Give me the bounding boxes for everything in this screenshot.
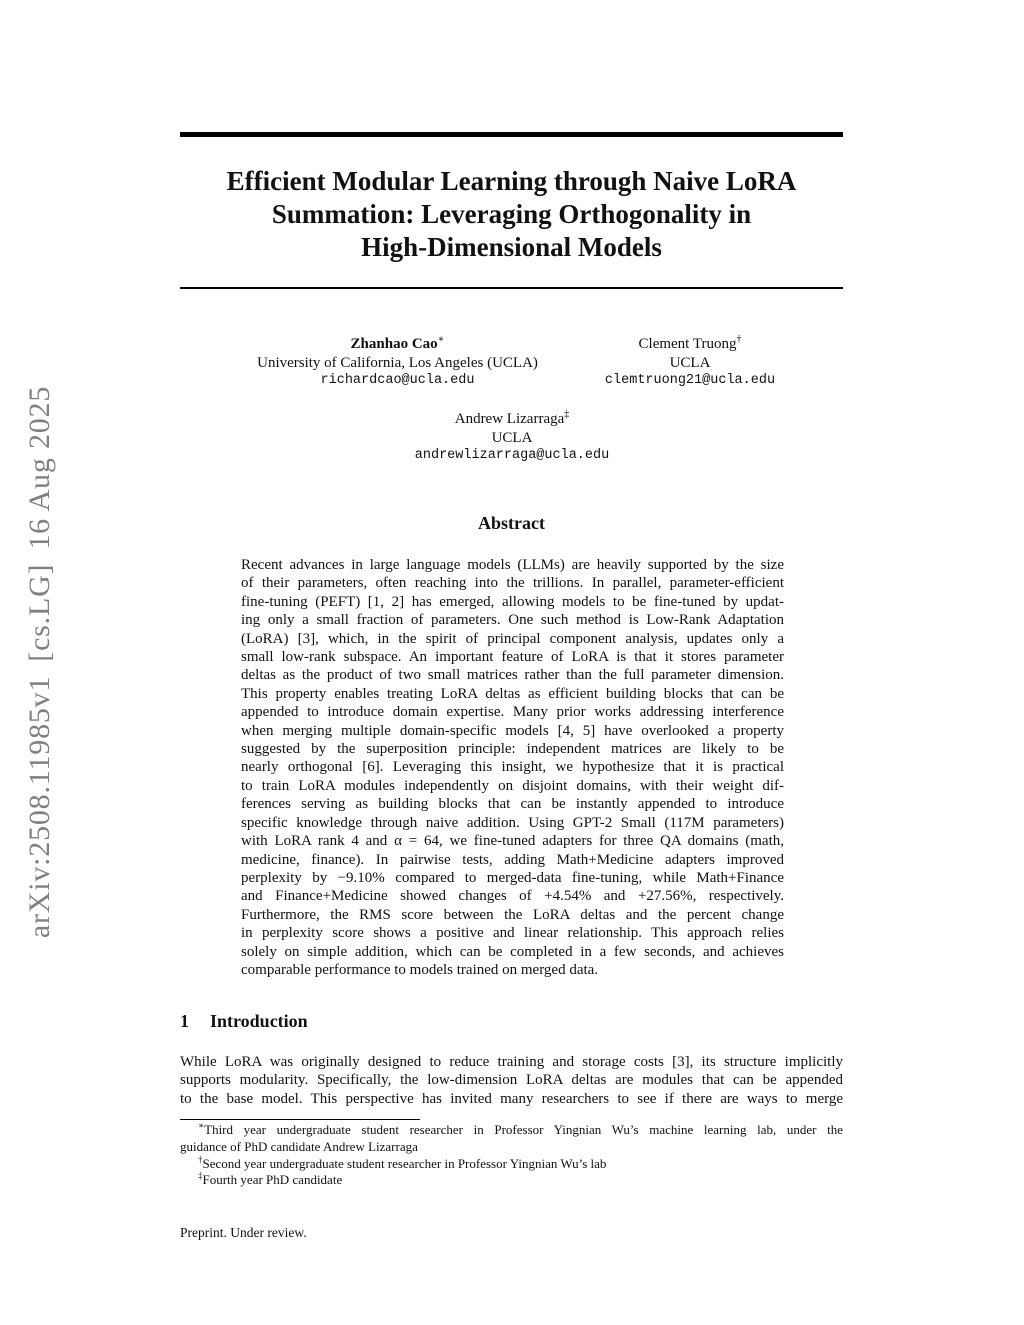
text-line: small low-rank subspace. An important feature of LoRA is that it stores parameter <box>241 649 784 666</box>
text-line: supports modularity. Specifically, the low-dimension LoRA deltas are modules that can be appended <box>180 1072 843 1089</box>
preprint-notice: Preprint. Under review. <box>180 1225 307 1240</box>
text-line: deltas as the product of two small matrices rather than the full parameter dimension. <box>241 667 784 684</box>
title-line: Summation: Leveraging Orthogonality in <box>271 199 752 229</box>
footnote-text: Third year undergraduate student researcher in Professor Yingnian Wu’s machine learning lab, under the <box>204 1122 843 1137</box>
footnote <box>180 1156 843 1173</box>
footnote-mark: † <box>198 1154 203 1165</box>
author-footnote-mark: ‡ <box>564 409 570 420</box>
arxiv-id: arXiv:2508.11985v1 <box>23 675 56 939</box>
footnote <box>180 1122 843 1139</box>
author-block-2 <box>590 335 790 391</box>
text-line: comparable performance to models trained on merged data. <box>241 961 599 978</box>
author-email: andrewlizarraga@ucla.edu <box>414 448 610 463</box>
text-line: solely on simple addition, which can be completed in a few seconds, and achieves <box>241 943 784 960</box>
author-footnote-mark: † <box>736 334 742 345</box>
footnote <box>180 1172 843 1189</box>
footnote-mark: ‡ <box>198 1171 203 1182</box>
section-heading <box>180 1011 308 1032</box>
text-line: Recent advances in large language models (LLMs) are heavily supported by the size <box>241 557 784 573</box>
text-line: of their parameters, often reaching into the trillions. In parallel, parameter-efficient <box>241 575 784 592</box>
text-line: appended to introduce domain expertise. Many prior works addressing interference <box>241 704 784 721</box>
footnote-continuation: guidance of PhD candidate Andrew Lizarraga <box>180 1138 418 1154</box>
author-block-3 <box>380 410 644 466</box>
author-affiliation: University of California, Los Angeles (UCLA) <box>257 354 538 371</box>
text-line: medicine, finance). In pairwise tests, adding Math+Medicine adapters improved <box>241 851 784 868</box>
introduction-body <box>180 1053 843 1108</box>
abstract-heading: Abstract <box>478 513 545 533</box>
footnote-text: Fourth year PhD candidate <box>202 1172 343 1188</box>
title-bottom-rule <box>180 287 843 289</box>
author-name: Clement Truong <box>638 336 737 352</box>
author-name: Zhanhao Cao <box>350 336 438 352</box>
text-line: Furthermore, the RMS score between the LoRA deltas and the percent change <box>241 906 784 923</box>
text-line: in perplexity score shows a positive and linear relationship. This approach relies <box>241 925 784 942</box>
title-line: Efficient Modular Learning through Naive LoRA <box>226 166 797 196</box>
arxiv-side-identifier <box>23 386 57 938</box>
footnote-mark: ∗ <box>198 1120 205 1131</box>
text-line: nearly orthogonal [6]. Leveraging this insight, we hypothesize that it is practical <box>241 759 784 776</box>
text-line: to train LoRA modules independently on disjoint domains, with their weight dif- <box>241 777 784 794</box>
text-line: specific knowledge through naive addition. Using GPT-2 Small (117M parameters) <box>241 814 784 831</box>
text-line: when merging multiple domain-specific models [4, 5] have overlooked a property <box>241 722 784 739</box>
text-line: This property enables treating LoRA deltas as efficient building blocks that can be <box>241 685 784 702</box>
text-line: While LoRA was originally designed to reduce training and storage costs [3], its structure implicitly <box>180 1054 843 1070</box>
abstract-body <box>241 556 784 979</box>
text-line: (LoRA) [3], which, in the spirit of principal component analysis, updates only a <box>241 630 784 647</box>
arxiv-date: 16 Aug 2025 <box>23 385 56 550</box>
author-name: Andrew Lizarraga <box>454 411 565 427</box>
footnotes <box>180 1122 843 1189</box>
footnote-text: Second year undergraduate student researcher in Professor Yingnian Wu’s lab <box>202 1155 607 1171</box>
author-footnote-mark: ∗ <box>437 334 445 345</box>
text-line: ing only a small fraction of parameters. One such method is Low-Rank Adaptation <box>241 612 784 629</box>
arxiv-category: [cs.LG] <box>23 563 56 662</box>
section-number: 1 <box>180 1011 189 1031</box>
title-line: High-Dimensional Models <box>361 232 662 262</box>
text-line: ferences serving as building blocks that can be instantly appended to introduce <box>241 796 784 813</box>
text-line: perplexity by −9.10% compared to merged-data fine-tuning, while Math+Finance <box>241 869 784 886</box>
section-title: Introduction <box>210 1011 308 1031</box>
text-line: fine-tuning (PEFT) [1, 2] has emerged, allowing models to be fine-tuned by updat- <box>241 593 784 610</box>
text-line: suggested by the superposition principle: independent matrices are likely to be <box>241 741 784 758</box>
author-block-1 <box>240 335 555 391</box>
text-line: and Finance+Medicine showed changes of +4.54% and +27.56%, respectively. <box>241 888 784 905</box>
author-affiliation: UCLA <box>491 429 533 446</box>
author-email: richardcao@ucla.edu <box>320 373 475 388</box>
footnote-rule <box>180 1119 420 1120</box>
text-line: to the base model. This perspective has invited many researchers to see if there are ways to merge <box>180 1090 843 1107</box>
title-top-rule <box>180 132 843 137</box>
text-line: with LoRA rank 4 and α = 64, we fine-tuned adapters for three QA domains (math, <box>241 833 784 850</box>
paper-title <box>180 165 843 264</box>
author-email: clemtruong21@ucla.edu <box>604 373 776 388</box>
author-affiliation: UCLA <box>669 354 711 371</box>
